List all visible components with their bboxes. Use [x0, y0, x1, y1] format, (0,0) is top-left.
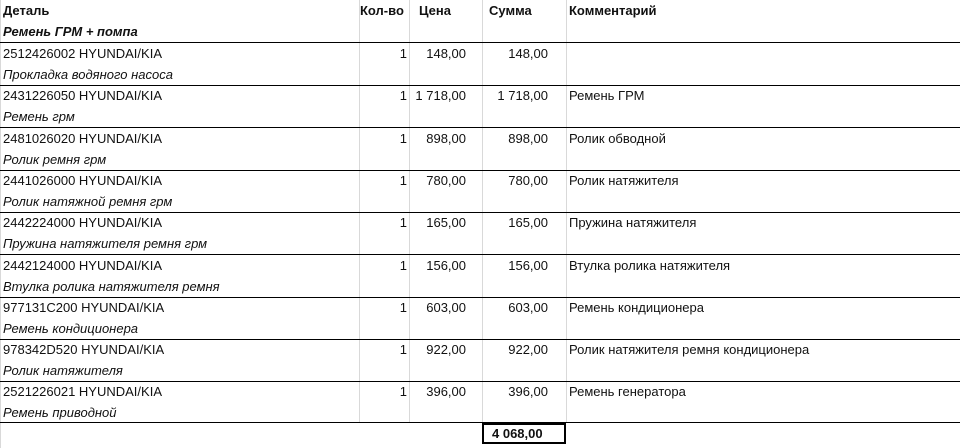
section-title-row	[0, 22, 960, 43]
table-row	[0, 43, 960, 64]
price-cell[interactable]: 165,00	[426, 215, 466, 231]
description-cell[interactable]: Ремень кондиционера	[3, 320, 139, 336]
comment-cell[interactable]: Ролик натяжителя ремня кондиционера	[569, 342, 810, 358]
sum-cell[interactable]: 165,00	[508, 215, 548, 231]
header-comment[interactable]: Комментарий	[569, 3, 657, 18]
table-row	[0, 297, 960, 318]
table-row	[0, 212, 960, 233]
part-number-cell[interactable]: 2442124000 HYUNDAI/KIA	[3, 257, 162, 273]
header-price[interactable]: Цена	[419, 3, 451, 18]
sum-cell[interactable]: 922,00	[508, 342, 548, 358]
header-qty[interactable]: Кол-во	[360, 3, 404, 18]
price-cell[interactable]: 156,00	[426, 257, 466, 273]
price-cell[interactable]: 780,00	[426, 172, 466, 188]
description-cell[interactable]: Ремень приводной	[3, 405, 117, 421]
description-row	[0, 106, 960, 128]
header-sum[interactable]: Сумма	[489, 3, 532, 18]
quantity-cell[interactable]: 1	[399, 384, 407, 400]
description-row	[0, 360, 960, 382]
table-row	[0, 381, 960, 402]
quantity-cell[interactable]: 1	[399, 172, 407, 188]
quantity-cell[interactable]: 1	[399, 130, 407, 146]
quantity-cell[interactable]: 1	[399, 46, 407, 61]
price-cell[interactable]: 922,00	[426, 342, 466, 358]
total-cell[interactable]: 4 068,00	[482, 423, 566, 444]
header-row	[0, 0, 960, 22]
description-row	[0, 149, 960, 171]
price-cell[interactable]: 396,00	[426, 384, 466, 400]
table-row	[0, 170, 960, 191]
part-number-cell[interactable]: 2431226050 HYUNDAI/KIA	[3, 88, 162, 104]
table-row	[0, 339, 960, 360]
part-number-cell[interactable]: 978342D520 HYUNDAI/KIA	[3, 342, 165, 358]
part-number-cell[interactable]: 2441026000 HYUNDAI/KIA	[3, 172, 162, 188]
description-cell[interactable]: Втулка ролика натяжителя ремня	[3, 278, 220, 294]
part-number-cell[interactable]: 2521226021 HYUNDAI/KIA	[3, 384, 162, 400]
price-cell[interactable]: 1 718,00	[415, 88, 466, 104]
header-detail[interactable]: Деталь	[3, 3, 50, 18]
description-cell[interactable]: Прокладка водяного насоса	[3, 67, 173, 82]
sum-cell[interactable]: 603,00	[508, 299, 548, 315]
description-cell[interactable]: Пружина натяжителя ремня грм	[3, 236, 208, 252]
section-title[interactable]: Ремень ГРМ + помпа	[3, 24, 138, 39]
comment-cell[interactable]: Ролик обводной	[569, 130, 666, 146]
table-row	[0, 128, 960, 149]
description-row	[0, 402, 960, 423]
price-cell[interactable]: 898,00	[426, 130, 466, 146]
table-row	[0, 85, 960, 106]
sum-cell[interactable]: 1 718,00	[497, 88, 548, 104]
quantity-cell[interactable]: 1	[399, 257, 407, 273]
quantity-cell[interactable]: 1	[399, 299, 407, 315]
part-number-cell[interactable]: 977131C200 HYUNDAI/KIA	[3, 299, 165, 315]
comment-cell[interactable]: Втулка ролика натяжителя	[569, 257, 731, 273]
price-cell[interactable]: 603,00	[426, 299, 466, 315]
table-bottom-line	[0, 422, 960, 423]
sum-cell[interactable]: 148,00	[508, 46, 548, 61]
table-row	[0, 255, 960, 276]
description-row	[0, 191, 960, 213]
description-row	[0, 276, 960, 298]
description-cell[interactable]: Ремень грм	[3, 109, 75, 125]
comment-cell[interactable]: Ремень ГРМ	[569, 88, 645, 104]
quantity-cell[interactable]: 1	[399, 342, 407, 358]
description-cell[interactable]: Ролик ремня грм	[3, 151, 107, 167]
sum-cell[interactable]: 156,00	[508, 257, 548, 273]
description-row	[0, 233, 960, 255]
description-row	[0, 64, 960, 86]
description-cell[interactable]: Ролик натяжителя	[3, 363, 123, 379]
sum-cell[interactable]: 898,00	[508, 130, 548, 146]
sum-cell[interactable]: 396,00	[508, 384, 548, 400]
sum-cell[interactable]: 780,00	[508, 172, 548, 188]
comment-cell[interactable]: Пружина натяжителя	[569, 215, 697, 231]
part-number-cell[interactable]: 2442224000 HYUNDAI/KIA	[3, 215, 162, 231]
description-cell[interactable]: Ролик натяжной ремня грм	[3, 193, 173, 209]
part-number-cell[interactable]: 2512426002 HYUNDAI/KIA	[3, 46, 162, 61]
part-number-cell[interactable]: 2481026020 HYUNDAI/KIA	[3, 130, 162, 146]
comment-cell[interactable]	[569, 43, 949, 64]
description-row	[0, 318, 960, 340]
comment-cell[interactable]: Ремень генератора	[569, 384, 686, 400]
quantity-cell[interactable]: 1	[399, 88, 407, 104]
comment-cell[interactable]: Ролик натяжителя	[569, 172, 679, 188]
price-cell[interactable]: 148,00	[426, 46, 466, 61]
quantity-cell[interactable]: 1	[399, 215, 407, 231]
comment-cell[interactable]: Ремень кондиционера	[569, 299, 704, 315]
